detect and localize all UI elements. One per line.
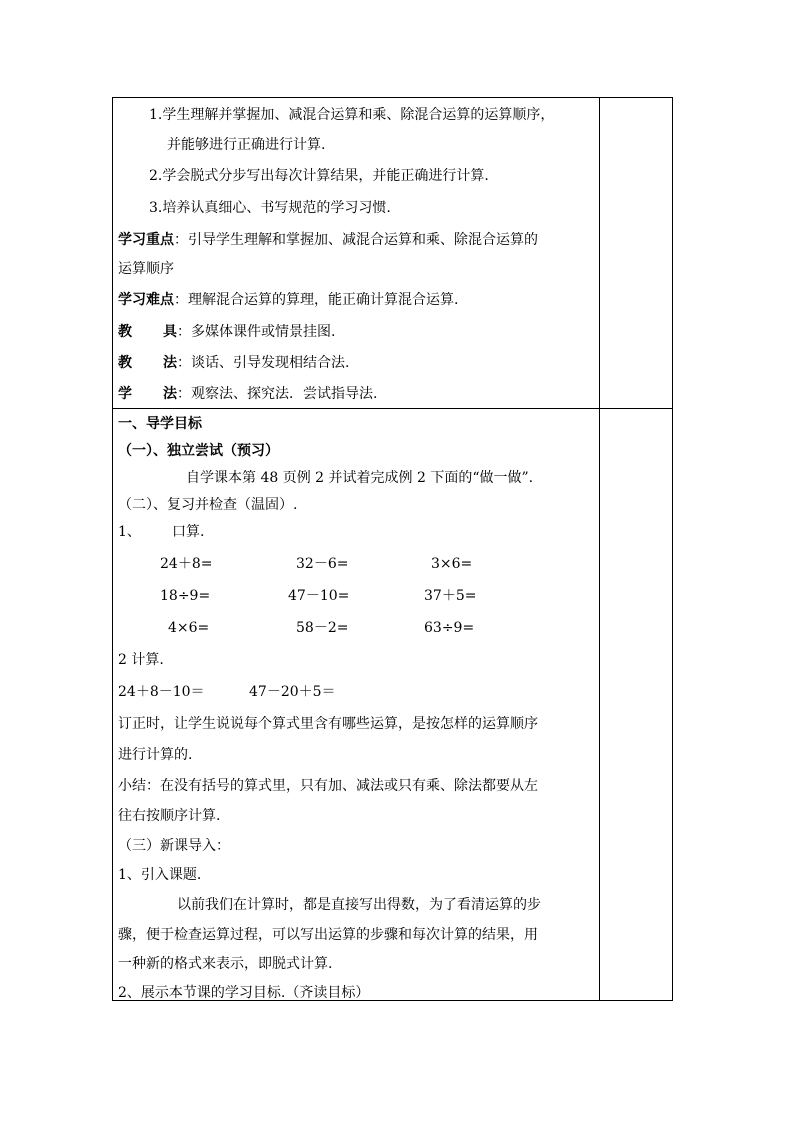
difficulty-text: ：理解混合运算的算理，能正确计算混合运算.: [174, 292, 459, 308]
calc-label: 2 计算.: [118, 652, 164, 668]
key-point-label: 学习重点: [118, 232, 174, 248]
oral-item: 58－2=: [296, 620, 349, 636]
summary-line-a: 小结：在没有括号的算式里，只有加、减法或只有乘、除法都要从左: [118, 778, 538, 794]
oral-number: 1、: [118, 524, 141, 540]
objective-2: 2.学会脱式分步写出每次计算结果，并能正确进行计算.: [149, 168, 489, 184]
oral-item: 37＋5=: [424, 588, 477, 604]
method-teach-text: ：谈话、引导发现相结合法.: [177, 355, 350, 371]
key-point-line-a: [118, 231, 538, 249]
sub2-heading: （二）、复习并检查（温固）.: [118, 497, 298, 513]
display-goals: 2、展示本节课的学习目标.（齐读目标）: [118, 985, 370, 1001]
oral-item: 4×6=: [168, 620, 210, 636]
tools-text: ：多媒体课件或情景挂图.: [177, 324, 336, 340]
side-cell-bottom: [600, 409, 673, 1001]
method-teach-line: [163, 354, 349, 372]
method-teach-label-a: 教: [118, 355, 132, 371]
difficulty-label: 学习难点: [118, 292, 174, 308]
intro-line-c: 一种新的格式来表示，即脱式计算.: [118, 956, 333, 972]
tools-label-a: 教: [118, 324, 132, 340]
section-heading: 一、导学目标: [118, 416, 202, 432]
method-learn-label-b: 法: [163, 386, 177, 402]
sub3-heading: （三）新课导入：: [118, 838, 230, 854]
objective-1-line-a: 1.学生理解并掌握加、减混合运算和乘、除混合运算的运算顺序，: [149, 107, 555, 123]
intro-line-b: 骤，便于检查运算过程，可以写出运算的步骤和每次计算的结果，用: [118, 927, 538, 943]
method-learn-label-a: 学: [118, 386, 132, 402]
procedure-cell: [113, 409, 600, 1001]
method-learn-text: ：观察法、探究法．尝试指导法.: [177, 386, 378, 402]
lesson-plan-table: [112, 97, 673, 1001]
calc-expression-b: 47－20＋5＝: [249, 684, 336, 700]
difficulty-line: [118, 291, 458, 309]
correction-line-a: 订正时，让学生说说每个算式里含有哪些运算，是按怎样的运算顺序: [118, 716, 538, 732]
oral-item: 3×6=: [431, 556, 473, 572]
oral-item: 18÷9=: [160, 588, 211, 604]
sub1-heading: （一）、独立尝试（预习）: [118, 443, 279, 459]
objectives-cell: [113, 98, 600, 409]
oral-item: 24＋8=: [160, 556, 213, 572]
key-point-text-a: ：引导学生理解和掌握加、减混合运算和乘、除混合运算的: [174, 232, 538, 248]
objective-3: 3.培养认真细心、书写规范的学习习惯.: [149, 200, 391, 216]
method-learn-line: [163, 385, 377, 403]
side-cell-top: [600, 98, 673, 409]
method-teach-label-b: 法: [163, 355, 177, 371]
intro-title: 1、引入课题.: [118, 867, 202, 883]
key-point-text-b: 运算顺序: [118, 261, 174, 277]
oral-item: 63÷9=: [424, 620, 475, 636]
tools-line: [163, 323, 335, 341]
objective-1-line-b: 并能够进行正确进行计算.: [167, 137, 326, 153]
sub1-text: 自学课本第 48 页例 2 并试着完成例 2 下面的“做一做”.: [186, 470, 534, 486]
oral-item: 32－6=: [296, 556, 349, 572]
summary-line-b: 往右按顺序计算.: [118, 808, 221, 824]
calc-expression-a: 24＋8－10＝: [118, 684, 205, 700]
oral-item: 47－10=: [288, 588, 350, 604]
intro-line-a: 以前我们在计算时，都是直接写出得数，为了看清运算的步: [177, 897, 541, 913]
tools-label-b: 具: [163, 324, 177, 340]
correction-line-b: 进行计算的.: [118, 747, 193, 763]
oral-label: 口算.: [172, 524, 205, 540]
